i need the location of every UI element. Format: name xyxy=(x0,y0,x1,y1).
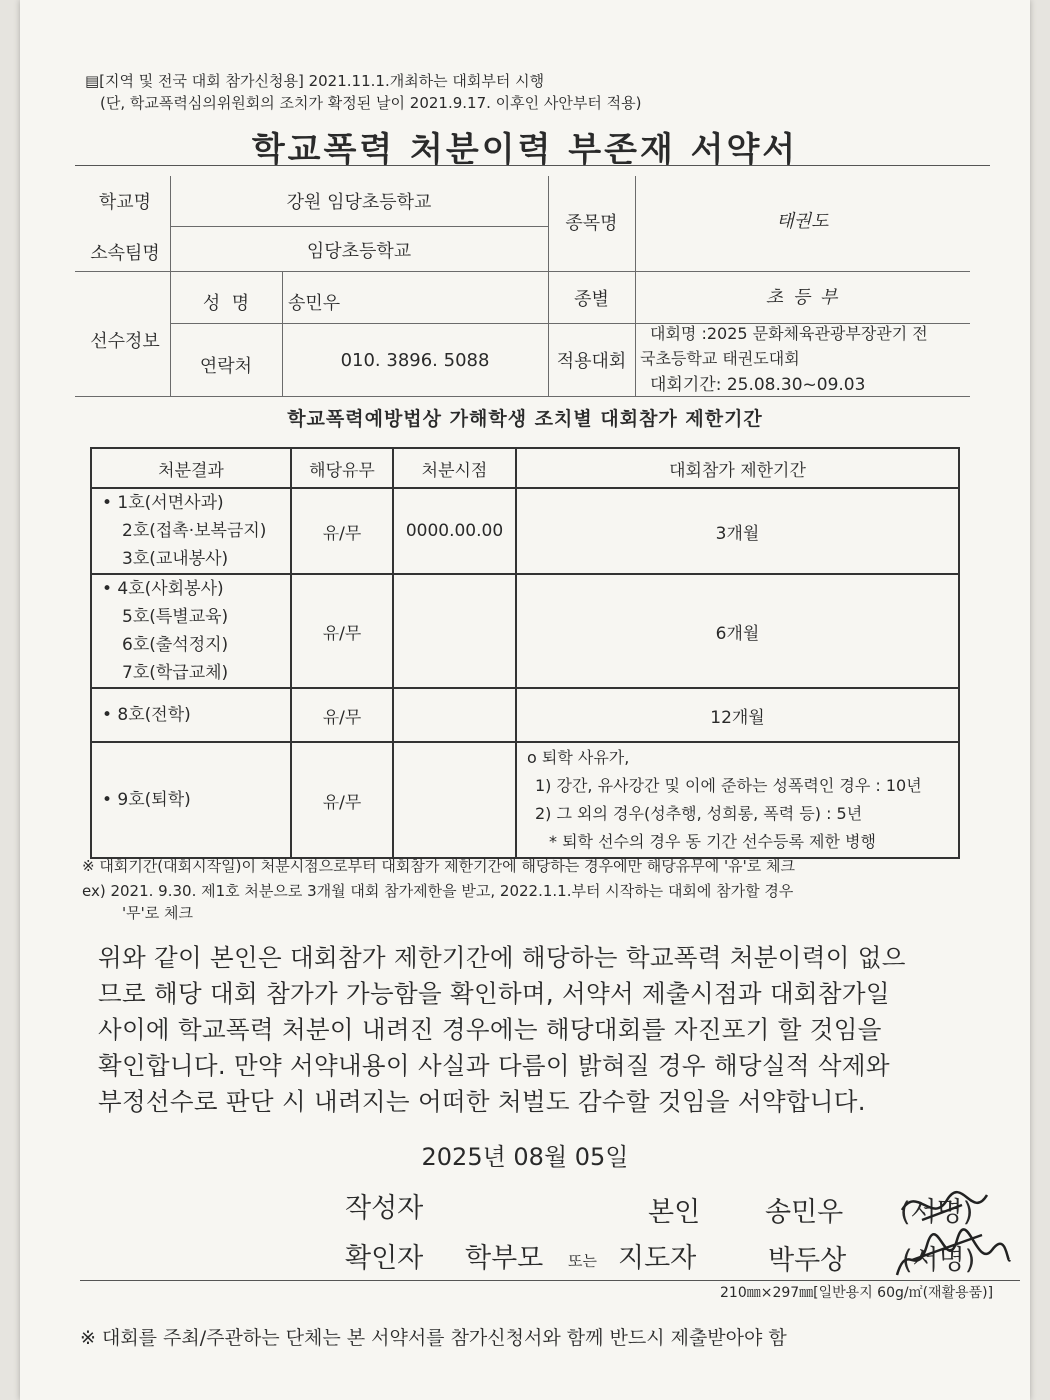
pledge-line: 사이에 학교폭력 처분이 내려진 경우에는 해당대회를 자진포기 할 것임을 xyxy=(98,1015,882,1044)
writer-label: 작성자 xyxy=(345,1193,424,1224)
pledge-line: 확인합니다. 만약 서약내용이 사실과 다름이 밝혀질 경우 해당실적 삭제와 xyxy=(98,1051,890,1080)
paper-spec: 210㎜×297㎜[일반용지 60g/㎡(재활용품)] xyxy=(720,1285,994,1301)
applicable-cell: 유/무 xyxy=(291,742,393,858)
pledge-document xyxy=(20,0,1030,1400)
name-value: 송민우 xyxy=(288,293,341,314)
player-info-label: 선수정보 xyxy=(90,331,160,352)
result-item: • 4호(사회봉사) xyxy=(102,579,224,599)
header-notice-line1: ▤[지역 및 전국 대회 참가신청용] 2021.11.1.개최하는 대회부터 시행 xyxy=(85,72,545,90)
competition-label: 적용대회 xyxy=(556,351,627,372)
sport-value: 태권도 xyxy=(776,211,829,232)
team-label: 소속팀명 xyxy=(90,243,160,264)
result-cell xyxy=(91,574,291,688)
division-value: 초 등 부 xyxy=(765,287,840,308)
parent-label: 학부모 xyxy=(465,1243,544,1274)
table-row xyxy=(91,488,959,574)
document-title: 학교폭력 처분이력 부존재 서약서 xyxy=(251,130,799,170)
competition-name-line2: 국초등학교 태권도대회 xyxy=(640,349,800,368)
result-item: 7호(학급교체) xyxy=(122,663,229,683)
note-example-cont: '무'로 체크 xyxy=(122,904,193,922)
self-label: 본인 xyxy=(648,1197,701,1228)
pledge-line: 부정선수로 판단 시 내려지는 어떠한 처벌도 감수할 것임을 서약합니다. xyxy=(98,1087,866,1116)
header-limit: 대회참가 제한기간 xyxy=(516,448,959,488)
footer-notice: ※ 대회를 주최/주관하는 단체는 본 서약서를 참가신청서와 함께 반드시 제출받아야 함 xyxy=(80,1327,787,1349)
result-item: 5호(특별교육) xyxy=(122,607,229,627)
note-1: ※ 대회기간(대회시작일)이 처분시점으로부터 대회참가 제한기간에 해당하는 경우에만 해당유무에 '유'로 체크 xyxy=(82,857,795,875)
header-applicable: 해당유무 xyxy=(291,448,393,488)
header-date: 처분시점 xyxy=(393,448,516,488)
header-notice-line2: (단, 학교폭력심의위원회의 조치가 확정된 날이 2021.9.17. 이후인 사안부터 적용) xyxy=(100,94,642,112)
expulsion-reason-1: 1) 강간, 유사강간 및 이에 준하는 성폭력인 경우 : 10년 xyxy=(535,776,922,795)
school-value: 강원 임당초등학교 xyxy=(286,192,432,213)
confirmer-label: 확인자 xyxy=(345,1243,424,1274)
handwritten-signatures xyxy=(892,1180,1012,1290)
expulsion-reason-2: 2) 그 외의 경우(성추행, 성희롱, 폭력 등) : 5년 xyxy=(535,804,863,823)
table-row xyxy=(91,574,959,688)
expulsion-note: * 퇴학 선수의 경우 동 기간 선수등록 제한 병행 xyxy=(549,832,876,851)
applicable-cell: 유/무 xyxy=(291,488,393,574)
result-item: 6호(출석정지) xyxy=(122,635,229,655)
result-item: 3호(교내봉사) xyxy=(122,549,229,569)
pledge-date: 2025년 08월 05일 xyxy=(421,1143,629,1171)
note-example: ex) 2021. 9.30. 제1호 처분으로 3개월 대회 참가제한을 받고, 2022.1.1.부터 시작하는 대회에 참가할 경우 xyxy=(82,882,794,900)
team-value: 임당초등학교 xyxy=(306,241,412,262)
contact-value: 010. 3896. 5088 xyxy=(340,350,490,371)
pledge-text xyxy=(98,940,978,1120)
date-cell: 0000.00.00 xyxy=(393,488,516,574)
header-result: 처분결과 xyxy=(91,448,291,488)
date-cell xyxy=(393,574,516,688)
result-item: 2호(접촉·보복금지) xyxy=(122,521,267,541)
result-item: • 1호(서면사과) xyxy=(102,493,224,513)
title-rule xyxy=(75,165,990,166)
division-label: 종별 xyxy=(574,289,609,310)
limit-cell xyxy=(516,742,959,858)
contact-label: 연락처 xyxy=(199,356,253,377)
result-cell xyxy=(91,742,291,858)
writer-sign-placeholder: (서명) xyxy=(900,1197,974,1228)
competition-period: 대회기간: 25.08.30~09.03 xyxy=(650,375,866,395)
applicable-cell: 유/무 xyxy=(291,688,393,742)
signature-rule xyxy=(80,1280,1020,1281)
sport-label: 종목명 xyxy=(565,213,618,234)
result-cell xyxy=(91,488,291,574)
pledge-line: 므로 해당 대회 참가가 가능함을 확인하며, 서약서 제출시점과 대회참가일 xyxy=(98,979,890,1008)
table-row xyxy=(91,742,959,858)
restriction-table xyxy=(90,447,960,859)
expulsion-reason-heading: o 퇴학 사유가, xyxy=(527,748,630,767)
or-label: 또는 xyxy=(568,1252,597,1270)
result-item: • 9호(퇴학) xyxy=(102,790,191,810)
limit-cell: 12개월 xyxy=(516,688,959,742)
name-label: 성 명 xyxy=(202,293,250,314)
applicable-cell: 유/무 xyxy=(291,574,393,688)
pledge-line: 위와 같이 본인은 대회참가 제한기간에 해당하는 학교폭력 처분이력이 없으 xyxy=(98,943,906,972)
competition-name-line1: 대회명 :2025 문화체육관광부장관기 전 xyxy=(650,324,928,343)
limit-cell: 3개월 xyxy=(516,488,959,574)
writer-name: 송민우 xyxy=(765,1197,844,1228)
confirmer-sign-placeholder: (서명) xyxy=(902,1245,976,1276)
school-label: 학교명 xyxy=(98,192,152,213)
limit-cell: 6개월 xyxy=(516,574,959,688)
coach-label: 지도자 xyxy=(618,1243,697,1274)
confirmer-name: 박두상 xyxy=(768,1245,847,1276)
table-header-row xyxy=(91,448,959,488)
result-item: • 8호(전학) xyxy=(102,705,191,725)
result-cell xyxy=(91,688,291,742)
date-cell xyxy=(393,688,516,742)
restriction-table-title: 학교폭력예방법상 가해학생 조치별 대회참가 제한기간 xyxy=(287,408,763,430)
table-row xyxy=(91,688,959,742)
date-cell xyxy=(393,742,516,858)
